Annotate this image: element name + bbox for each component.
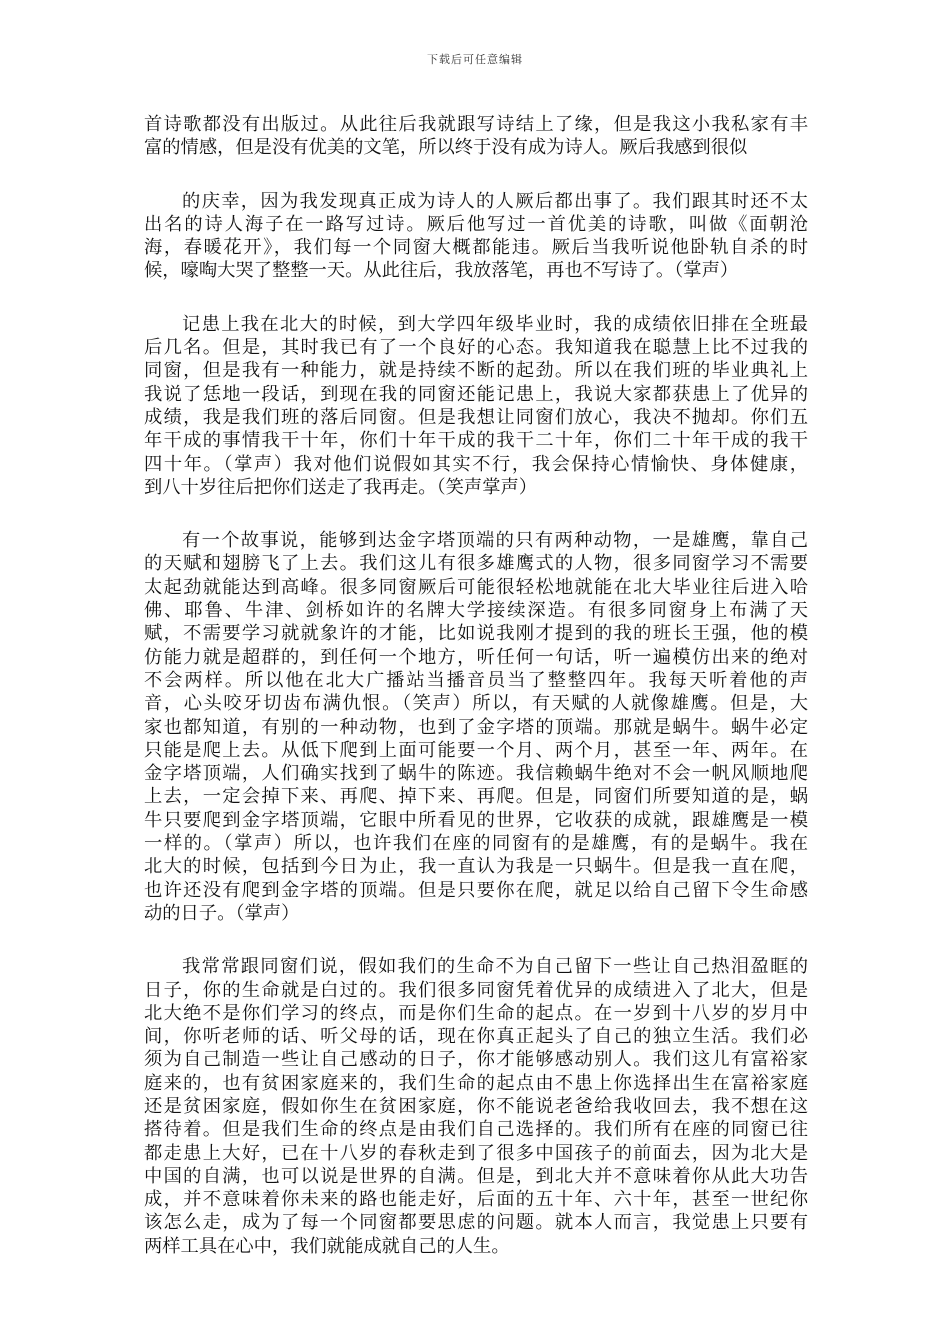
text-line: 不会两样。所以他在北大广播站当播音员当了整整四年。我每天听着他的声 [144,669,808,691]
text-line: 海，春暖花开》，我们每一个同窗大概都能违。厥后当我听说他卧轨自杀的时 [144,237,808,259]
page-header: 下载后可任意编辑 [427,53,523,66]
text-line: 搭待着。但是我们生命的终点是由我们自己选择的。我们所有在座的同窗已往 [144,1119,808,1141]
text-line: 后几名。但是，其时我已有了一个良好的心态。我知道我在聪慧上比不过我的 [144,337,808,359]
text-line: 都走患上大好，已在十八岁的春秋走到了很多中国孩子的前面去，因为北大是 [144,1142,808,1164]
text-line: 年干成的事情我干十年，你们十年干成的我干二十年，你们二十年干成的我干 [144,430,808,452]
text-line: 富的情感，但是没有优美的文笔，所以终于没有成为诗人。厥后我感到很似 [144,137,748,159]
text-line: 该怎么走，成为了每一个同窗都要思虑的问题。就本人而言，我觉患上只要有 [144,1212,808,1234]
text-line: 一样的。（掌声）所以，也许我们在座的同窗有的是雄鹰，有的是蜗牛。我在 [144,833,808,855]
text-line: 两样工具在心中，我们就能成就自己的人生。 [144,1235,510,1257]
text-line: 佛、耶鲁、牛津、剑桥如许的名牌大学接续深造。有很多同窗身上布满了天 [144,600,808,622]
text-line: 太起劲就能达到高峰。很多同窗厥后可能很轻松地就能在北大毕业往后进入哈 [144,576,808,598]
text-line: 成绩，我是我们班的落后同窗。但是我想让同窗们放心，我决不抛却。你们五 [144,406,808,428]
text-line: 日子，你的生命就是白过的。我们很多同窗凭着优异的成绩进入了北大，但是 [144,979,808,1001]
text-line: 牛只要爬到金字塔顶端，它眼中所看见的世界，它收获的成就，跟雄鹰是一模 [144,809,808,831]
text-line: 我说了恁地一段话，到现在我的同窗还能记患上，我说大家都获患上了优异的 [144,383,808,405]
text-line: 北大绝不是你们学习的终点，而是你们生命的起点。在一岁到十八岁的岁月中 [144,1002,808,1024]
text-line: 家也都知道，有别的一种动物，也到了金字塔的顶端。那就是蜗牛。蜗牛必定 [144,716,808,738]
text-line: 音，心头咬牙切齿布满仇恨。（笑声）所以，有天赋的人就像雄鹰。但是，大 [144,693,808,715]
text-line: 成，并不意味着你未来的路也能走好，后面的五十年、六十年，甚至一世纪你 [144,1189,808,1211]
text-line: 的庆幸，因为我发现真正成为诗人的人厥后都出事了。我们跟其时还不太 [182,190,808,212]
text-line: 北大的时候，包括到今日为止，我一直认为我是一只蜗牛。但是我一直在爬， [144,856,808,878]
text-line: 只能是爬上去。从低下爬到上面可能要一个月、两个月，甚至一年、两年。在 [144,739,808,761]
text-line: 候，嚎啕大哭了整整一天。从此往后，我放落笔，再也不写诗了。（掌声） [144,260,739,282]
text-line: 出名的诗人海子在一路写过诗。厥后他写过一首优美的诗歌，叫做《面朝沧 [144,213,808,235]
text-line: 中国的自满，也可以说是世界的自满。但是，到北大并不意味着你从此大功告 [144,1165,808,1187]
text-line: 同窗，但是我有一种能力，就是持续不断的起劲。所以在我们班的毕业典礼上 [144,360,808,382]
paragraph [144,529,808,925]
text-line: 间，你听老师的话、听父母的话，现在你真正起头了自己的独立生活。我们必 [144,1026,808,1048]
text-line: 我常常跟同窗们说，假如我们的生命不为自己留下一些让自己热泪盈眶的 [182,956,808,978]
text-line: 动的日子。（掌声） [144,902,300,924]
text-line: 庭来的，也有贫困家庭来的，我们生命的起点由不患上你选择出生在富裕家庭 [144,1072,808,1094]
text-line: 记患上我在北大的时候，到大学四年级毕业时，我的成绩依旧排在全班最 [182,313,808,335]
text-line: 须为自己制造一些让自己感动的日子，你才能够感动别人。我们这儿有富裕家 [144,1049,808,1071]
paragraph [144,955,808,1258]
text-line: 有一个故事说，能够到达金字塔顶端的只有两种动物，一是雄鹰，靠自己 [182,530,808,552]
text-line: 的天赋和翅膀飞了上去。我们这儿有很多雄鹰式的人物，很多同窗学习不需要 [144,553,808,575]
paragraph [144,190,808,283]
text-line: 仿能力就是超群的，到任何一个地方，听任何一句话，听一遍模仿出来的绝对 [144,646,808,668]
text-line: 首诗歌都没有出版过。从此往后我就跟写诗结上了缘，但是我这小我私家有丰 [144,114,808,135]
text-line: 还是贫困家庭，假如你生在贫困家庭，你不能说老爸给我收回去，我不想在这 [144,1095,808,1117]
paragraph [144,313,808,499]
text-line: 四十年。（掌声）我对他们说假如其实不行，我会保持心情愉快、身体健康， [144,453,808,475]
paragraph [144,113,808,160]
text-line: 上去，一定会掉下来、再爬、掉下来、再爬。但是，同窗们所要知道的是，蜗 [144,786,808,808]
text-line: 金字塔顶端，人们确实找到了蜗牛的陈迹。我信赖蜗牛绝对不会一帆风顺地爬 [144,763,808,785]
text-line: 到八十岁往后把你们送走了我再走。（笑声掌声） [144,476,538,498]
text-line: 赋，不需要学习就就象许的才能，比如说我刚才提到的我的班长王强，他的模 [144,623,808,645]
text-line: 也许还没有爬到金字塔的顶端。但是只要你在爬，就足以给自己留下令生命感 [144,879,808,901]
document-body [144,113,808,1288]
